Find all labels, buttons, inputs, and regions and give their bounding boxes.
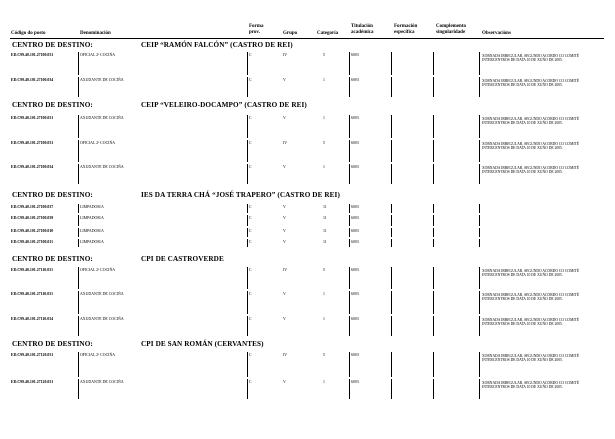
column-rule bbox=[349, 140, 350, 162]
column-rule bbox=[433, 140, 434, 162]
row-titulacion: 6003 bbox=[351, 78, 359, 82]
row-categoria: 11 bbox=[323, 229, 327, 233]
row-categoria: 5 bbox=[323, 141, 325, 145]
row-categoria: 11 bbox=[323, 240, 327, 244]
column-rule bbox=[78, 204, 79, 213]
row-denominacion: LIMPADOR/A bbox=[80, 240, 104, 244]
column-rule bbox=[247, 52, 248, 75]
column-rule bbox=[349, 352, 350, 377]
row-grupo: V bbox=[283, 317, 286, 321]
column-rule bbox=[391, 291, 392, 314]
row-observacions: XORNADA IRREGULAR, SEGUNDO ACORDO CO COMITÉ INTERCENTROS DE DATA 10 DE XUÑO DE 2005. bbox=[482, 166, 580, 175]
column-rule bbox=[391, 228, 392, 237]
column-rule bbox=[391, 352, 392, 377]
section-label: CENTRO DE DESTINO: bbox=[12, 41, 93, 49]
column-rule bbox=[349, 228, 350, 237]
row-titulacion: 6003 bbox=[351, 216, 359, 220]
column-rule bbox=[247, 215, 248, 226]
column-rule bbox=[78, 215, 79, 226]
row-grupo: V bbox=[283, 205, 286, 209]
column-rule bbox=[479, 140, 480, 162]
section-label: CENTRO DE DESTINO: bbox=[12, 101, 93, 109]
column-rule bbox=[349, 115, 350, 138]
column-rule bbox=[391, 115, 392, 138]
column-rule bbox=[78, 164, 79, 184]
column-rule bbox=[247, 267, 248, 289]
column-rule bbox=[78, 228, 79, 237]
row-grupo: V bbox=[283, 216, 286, 220]
header-divider bbox=[10, 38, 604, 39]
row-grupo: IV bbox=[283, 53, 288, 57]
row-grupo: IV bbox=[283, 141, 288, 145]
column-rule bbox=[479, 239, 480, 247]
column-rule bbox=[479, 52, 480, 75]
column-rule bbox=[433, 215, 434, 226]
column-rule bbox=[78, 379, 79, 399]
row-denominacion: AXUDANTE DE COCIÑA bbox=[80, 317, 124, 321]
row-grupo: IV bbox=[283, 353, 288, 357]
column-rule bbox=[349, 291, 350, 314]
row-grupo: V bbox=[283, 165, 286, 169]
column-rule bbox=[391, 267, 392, 289]
column-rule bbox=[479, 204, 480, 213]
row-titulacion: 6003 bbox=[351, 116, 359, 120]
column-rule bbox=[479, 379, 480, 399]
row-titulacion: 6003 bbox=[351, 317, 359, 321]
row-categoria: 5 bbox=[323, 353, 325, 357]
section-centre-name: CEIP “VELEIRO-DOCAMPO” (CASTRO DE REI) bbox=[141, 101, 307, 109]
header-complemento: Complemento singularidade bbox=[436, 24, 466, 35]
column-rule bbox=[391, 204, 392, 213]
column-rule bbox=[479, 115, 480, 138]
row-grupo: V bbox=[283, 240, 286, 244]
column-rule bbox=[247, 379, 248, 399]
row-titulacion: 6003 bbox=[351, 380, 359, 384]
row-code: ED.C99.40.101.27100.034 bbox=[11, 165, 54, 169]
header-denominacion: Denominación bbox=[80, 31, 111, 36]
row-code: ED.C99.40.101.27100.034 bbox=[11, 78, 54, 82]
row-titulacion: 6003 bbox=[351, 205, 359, 209]
row-forma-prov: C bbox=[249, 229, 252, 233]
column-rule bbox=[247, 115, 248, 138]
section-centre-name: CPI DE CASTROVERDE bbox=[141, 255, 224, 263]
row-code: ED.C99.40.101.27100.031 bbox=[11, 53, 54, 57]
row-grupo: V bbox=[283, 292, 286, 296]
row-denominacion: OFICIAL 2ª COCIÑA bbox=[80, 268, 116, 272]
row-grupo: V bbox=[283, 116, 286, 120]
column-rule bbox=[349, 379, 350, 399]
column-rule bbox=[479, 316, 480, 336]
row-forma-prov: C bbox=[249, 141, 252, 145]
column-rule bbox=[78, 267, 79, 289]
column-rule bbox=[433, 267, 434, 289]
row-observacions: XORNADA IRREGULAR, SEGUNDO ACORDO CO COMITÉ INTERCENTROS DE DATA 10 DE XUÑO DE 2005. bbox=[482, 142, 580, 151]
column-rule bbox=[247, 204, 248, 213]
header-observacions: Observacións bbox=[482, 31, 511, 36]
column-rule bbox=[479, 164, 480, 184]
column-rule bbox=[349, 215, 350, 226]
row-observacions: XORNADA IRREGULAR, SEGUNDO ACORDO CO COMITÉ INTERCENTROS DE DATA 10 DE XUÑO DE 2005. bbox=[482, 79, 580, 88]
row-categoria: 11 bbox=[323, 216, 327, 220]
row-titulacion: 6003 bbox=[351, 229, 359, 233]
column-rule bbox=[391, 215, 392, 226]
row-denominacion: OFICIAL 2ª COCIÑA bbox=[80, 141, 116, 145]
column-rule bbox=[349, 239, 350, 247]
column-rule bbox=[433, 77, 434, 97]
column-rule bbox=[247, 239, 248, 247]
row-categoria: 1 bbox=[323, 380, 325, 384]
row-categoria: 5 bbox=[323, 53, 325, 57]
section-label: CENTRO DE DESTINO: bbox=[12, 340, 93, 348]
row-categoria: 1 bbox=[323, 116, 325, 120]
row-denominacion: AXUDANTE DE COCIÑA bbox=[80, 292, 124, 296]
row-forma-prov: C bbox=[249, 317, 252, 321]
column-rule bbox=[433, 115, 434, 138]
row-forma-prov: C bbox=[249, 380, 252, 384]
column-rule bbox=[391, 140, 392, 162]
row-titulacion: 6003 bbox=[351, 53, 359, 57]
column-rule bbox=[391, 316, 392, 336]
column-rule bbox=[78, 239, 79, 247]
column-rule bbox=[479, 291, 480, 314]
row-categoria: 11 bbox=[323, 205, 327, 209]
column-rule bbox=[391, 164, 392, 184]
header-categoria: Categoría bbox=[317, 31, 339, 36]
column-rule bbox=[247, 164, 248, 184]
column-rule bbox=[247, 352, 248, 377]
column-rule bbox=[78, 52, 79, 75]
row-denominacion: LIMPADOR/A bbox=[80, 205, 104, 209]
row-observacions: XORNADA IRREGULAR, SEGUNDO ACORDO CO COMITÉ INTERCENTROS DE DATA 10 DE XUÑO DE 2005. bbox=[482, 354, 580, 363]
row-forma-prov: C bbox=[249, 53, 252, 57]
row-code: ED.C99.40.101.27100.010 bbox=[11, 229, 54, 233]
column-rule bbox=[247, 291, 248, 314]
row-categoria: 1 bbox=[323, 165, 325, 169]
row-forma-prov: C bbox=[249, 240, 252, 244]
row-denominacion: LIMPADOR/A bbox=[80, 229, 104, 233]
row-forma-prov: C bbox=[249, 78, 252, 82]
row-denominacion: LIMPADOR/A bbox=[80, 216, 104, 220]
row-observacions: XORNADA IRREGULAR, SEGUNDO ACORDO CO COMITÉ INTERCENTROS DE DATA 10 DE XUÑO DE 2005. bbox=[482, 269, 580, 278]
row-denominacion: AXUDANTE DE COCIÑA bbox=[80, 78, 124, 82]
row-forma-prov: C bbox=[249, 116, 252, 120]
column-rule bbox=[247, 228, 248, 237]
row-code: ED.C99.40.101.27100.039 bbox=[11, 216, 54, 220]
row-titulacion: 6003 bbox=[351, 292, 359, 296]
row-forma-prov: C bbox=[249, 165, 252, 169]
row-observacions: XORNADA IRREGULAR, SEGUNDO ACORDO CO COMITÉ INTERCENTROS DE DATA 10 DE XUÑO DE 2005. bbox=[482, 117, 580, 126]
row-titulacion: 6003 bbox=[351, 353, 359, 357]
column-rule bbox=[433, 204, 434, 213]
row-observacions: XORNADA IRREGULAR, SEGUNDO ACORDO CO COMITÉ INTERCENTROS DE DATA 10 DE XUÑO DE 2005. bbox=[482, 318, 580, 327]
section-centre-name: CEIP “RAMÓN FALCÓN” (CASTRO DE REI) bbox=[141, 41, 293, 49]
column-rule bbox=[433, 228, 434, 237]
row-observacions: XORNADA IRREGULAR, SEGUNDO ACORDO CO COMITÉ INTERCENTROS DE DATA 10 DE XUÑO DE 2005. bbox=[482, 54, 580, 63]
row-code: ED.C99.40.101.27110.031 bbox=[11, 268, 54, 272]
column-rule bbox=[479, 228, 480, 237]
row-categoria: 1 bbox=[323, 78, 325, 82]
row-denominacion: AXUDANTE DE COCIÑA bbox=[80, 116, 124, 120]
column-rule bbox=[433, 316, 434, 336]
row-code: ED.C99.40.101.27100.011 bbox=[11, 240, 54, 244]
column-rule bbox=[391, 52, 392, 75]
column-rule bbox=[479, 267, 480, 289]
row-code: ED.C99.40.101.27120.031 bbox=[11, 353, 54, 357]
column-rule bbox=[479, 77, 480, 97]
column-rule bbox=[479, 352, 480, 377]
row-forma-prov: C bbox=[249, 268, 252, 272]
column-rule bbox=[433, 291, 434, 314]
row-grupo: V bbox=[283, 229, 286, 233]
row-grupo: V bbox=[283, 380, 286, 384]
row-code: ED.C99.40.101.27110.031 bbox=[11, 292, 54, 296]
column-rule bbox=[391, 77, 392, 97]
header-grupo: Grupo bbox=[283, 31, 298, 36]
section-centre-name: CPI DE SAN ROMÁN (CERVANTES) bbox=[141, 340, 264, 348]
column-rule bbox=[78, 316, 79, 336]
column-rule bbox=[479, 215, 480, 226]
section-label: CENTRO DE DESTINO: bbox=[12, 255, 93, 263]
row-denominacion: AXUDANTE DE COCIÑA bbox=[80, 380, 124, 384]
row-forma-prov: C bbox=[249, 292, 252, 296]
row-forma-prov: C bbox=[249, 216, 252, 220]
header-codigo: Código do posto bbox=[11, 31, 46, 36]
column-rule bbox=[247, 140, 248, 162]
header-forma-prov: Forma prov. bbox=[249, 24, 264, 35]
row-observacions: XORNADA IRREGULAR, SEGUNDO ACORDO CO COMITÉ INTERCENTROS DE DATA 10 DE XUÑO DE 2005. bbox=[482, 381, 580, 390]
column-rule bbox=[391, 379, 392, 399]
row-code: ED.C99.40.101.27100.037 bbox=[11, 205, 54, 209]
column-rule bbox=[349, 52, 350, 75]
row-denominacion: AXUDANTE DE COCIÑA bbox=[80, 165, 124, 169]
section-centre-name: IES DA TERRA CHÁ “JOSÉ TRAPERO” (CASTRO DE REI) bbox=[141, 191, 340, 199]
column-rule bbox=[247, 316, 248, 336]
column-rule bbox=[433, 52, 434, 75]
column-rule bbox=[433, 164, 434, 184]
column-rule bbox=[247, 77, 248, 97]
column-rule bbox=[78, 352, 79, 377]
row-titulacion: 6003 bbox=[351, 240, 359, 244]
column-rule bbox=[391, 239, 392, 247]
row-denominacion: OFICIAL 2ª COCIÑA bbox=[80, 53, 116, 57]
column-rule bbox=[433, 352, 434, 377]
column-rule bbox=[78, 140, 79, 162]
column-rule bbox=[433, 379, 434, 399]
column-rule bbox=[349, 267, 350, 289]
header-formacion: Formación específica bbox=[394, 24, 418, 35]
column-rule bbox=[433, 239, 434, 247]
row-grupo: V bbox=[283, 78, 286, 82]
row-grupo: IV bbox=[283, 268, 288, 272]
row-forma-prov: C bbox=[249, 353, 252, 357]
row-code: ED.C99.40.101.27100.031 bbox=[11, 141, 54, 145]
row-titulacion: 6003 bbox=[351, 165, 359, 169]
header-titulacion: Titulación académica bbox=[351, 24, 374, 35]
row-categoria: 1 bbox=[323, 292, 325, 296]
column-rule bbox=[349, 164, 350, 184]
column-rule bbox=[349, 77, 350, 97]
column-rule bbox=[349, 204, 350, 213]
row-categoria: 5 bbox=[323, 268, 325, 272]
column-rule bbox=[78, 291, 79, 314]
row-titulacion: 6003 bbox=[351, 141, 359, 145]
section-label: CENTRO DE DESTINO: bbox=[12, 191, 93, 199]
row-denominacion: OFICIAL 2ª COCIÑA bbox=[80, 353, 116, 357]
row-observacions: XORNADA IRREGULAR, SEGUNDO ACORDO CO COMITÉ INTERCENTROS DE DATA 10 DE XUÑO DE 2005. bbox=[482, 293, 580, 302]
row-code: ED.C99.40.101.27120.031 bbox=[11, 380, 54, 384]
column-rule bbox=[349, 316, 350, 336]
row-code: ED.C99.40.101.27110.034 bbox=[11, 317, 54, 321]
column-rule bbox=[78, 115, 79, 138]
row-code: ED.C99.40.101.27100.031 bbox=[11, 116, 54, 120]
row-categoria: 1 bbox=[323, 317, 325, 321]
row-forma-prov: C bbox=[249, 205, 252, 209]
column-rule bbox=[78, 77, 79, 97]
row-titulacion: 6003 bbox=[351, 268, 359, 272]
